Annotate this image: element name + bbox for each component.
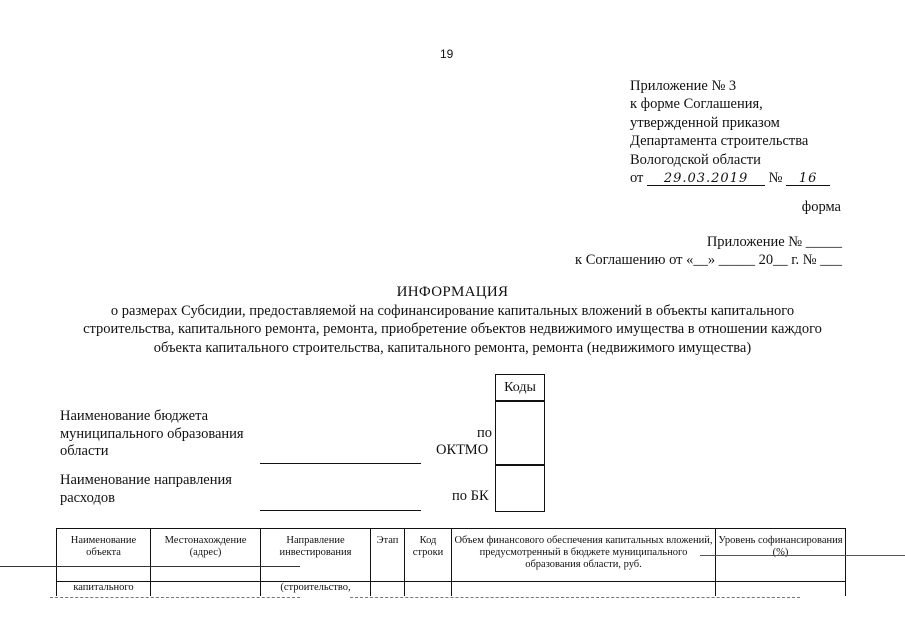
table-cell: (строительство,	[261, 582, 371, 597]
column-header: Направление инвестирования	[261, 529, 371, 582]
attachment-line: Приложение № _____	[706, 234, 842, 250]
document-title: ИНФОРМАЦИЯ	[396, 284, 509, 300]
oktmo-code-cell	[495, 400, 545, 466]
column-header: Код строки	[405, 529, 452, 582]
scan-artifact-dash	[50, 597, 300, 598]
po-label: по	[476, 425, 492, 441]
subtitle-line: о размерах Субсидии, предоставляемой на софинансирование капитальных вложений в объекты капитального	[110, 303, 795, 319]
table-cell	[151, 582, 261, 597]
po-bk-label: по БК	[452, 488, 489, 504]
budget-fill-line	[260, 463, 421, 464]
appendix-line: Вологодской области	[630, 151, 761, 168]
scan-artifact-line	[0, 566, 300, 567]
table-cell: капитального	[57, 582, 151, 597]
appendix-line: к форме Соглашения,	[630, 96, 763, 113]
column-header: Объем финансового обеспечения капитальных вложений, предусмотренный в бюджете муниципального образования области, руб.	[452, 529, 716, 582]
document-subtitle	[40, 302, 865, 357]
number-prefix: №	[768, 170, 783, 187]
codes-header: Коды	[495, 374, 545, 402]
table-row	[57, 582, 846, 597]
column-header: Наименование объекта	[57, 529, 151, 582]
column-header: Местонахождение (адрес)	[151, 529, 261, 582]
appendix-line: утвержденной приказом	[630, 114, 780, 131]
table-cell	[716, 582, 846, 597]
column-header: Уровень софинансирования (%)	[716, 529, 846, 582]
form-label: форма	[801, 199, 841, 215]
scan-artifact-dash	[350, 597, 800, 598]
table-cell	[452, 582, 716, 597]
budget-label: Наименование бюджета муниципального образования области	[60, 408, 244, 459]
appendix-block	[630, 77, 830, 187]
subsidy-table	[56, 528, 846, 596]
direction-fill-line	[260, 510, 421, 511]
handwritten-number: 16	[786, 172, 830, 186]
bk-code-cell	[495, 464, 545, 512]
date-prefix: от	[630, 170, 644, 187]
appendix-date-line	[630, 169, 830, 187]
handwritten-date: 29.03.2019	[647, 172, 765, 186]
agreement-line: к Соглашению от «__» _____ 20__ г. № ___	[575, 252, 842, 268]
direction-label: Наименование направления расходов	[60, 472, 232, 506]
appendix-line: Приложение № 3	[630, 78, 737, 94]
table-cell	[405, 582, 452, 597]
subtitle-line: объекта капитального строительства, капитального ремонта, ремонта (недвижимого имущества)	[153, 339, 752, 356]
column-header: Этап	[371, 529, 405, 582]
scan-artifact-line	[700, 555, 905, 556]
oktmo-label: ОКТМО	[436, 442, 489, 458]
subtitle-line: строительства, капитального ремонта, ремонта, приобретение объектов недвижимого имущества в отношении каждого	[83, 321, 822, 338]
appendix-line: Департамента строительства	[630, 133, 809, 150]
table-cell	[371, 582, 405, 597]
page-number: 19	[440, 47, 454, 61]
